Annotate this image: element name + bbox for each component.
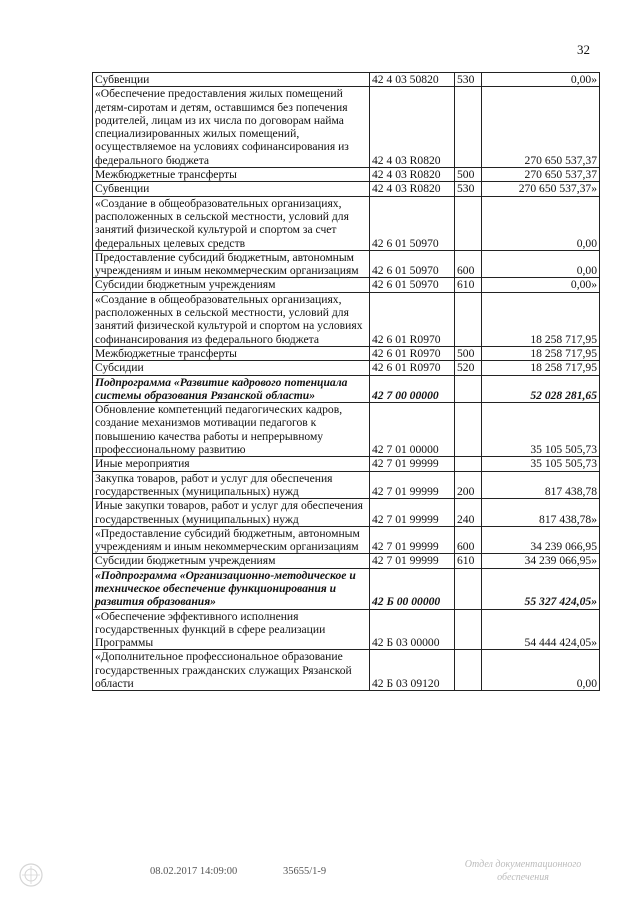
- row-sum-cell: 817 438,78»: [482, 499, 600, 527]
- table-row: [93, 471, 600, 499]
- row-code-cell: 42 Б 00 00000: [370, 568, 455, 609]
- row-sum-cell: 18 258 717,95: [482, 346, 600, 360]
- row-sum-cell: 270 650 537,37»: [482, 182, 600, 196]
- row-sum-cell: 34 239 066,95»: [482, 554, 600, 568]
- row-name-cell: «Подпрограмма «Организационно-методическое и техническое обеспечение функционирования и развития образования»: [93, 568, 370, 609]
- row-name-cell: Предоставление субсидий бюджетным, автономным учреждениям и иным некоммерческим организациям: [93, 250, 370, 278]
- row-sum-cell: 0,00: [482, 650, 600, 691]
- row-name-cell: Субсидии: [93, 361, 370, 375]
- table-row: [93, 375, 600, 403]
- row-vr-cell: 610: [455, 278, 482, 292]
- table-row: [93, 403, 600, 457]
- row-name-cell: Подпрограмма «Развитие кадрового потенциала системы образования Рязанской области»: [93, 375, 370, 403]
- table-row: [93, 650, 600, 691]
- stamp-line-2: обеспечения: [497, 872, 549, 883]
- row-name-cell: «Создание в общеобразовательных организациях, расположенных в сельской местности, условий для занятий физической культурой и спортом за счет федеральных целевых средств: [93, 196, 370, 250]
- row-vr-cell: 240: [455, 499, 482, 527]
- row-sum-cell: 54 444 424,05»: [482, 609, 600, 650]
- row-vr-cell: [455, 196, 482, 250]
- row-vr-cell: 520: [455, 361, 482, 375]
- row-vr-cell: [455, 650, 482, 691]
- row-code-cell: 42 6 01 R0970: [370, 361, 455, 375]
- row-code-cell: 42 6 01 R0970: [370, 346, 455, 360]
- row-sum-cell: 35 105 505,73: [482, 457, 600, 471]
- row-name-cell: Иные закупки товаров, работ и услуг для обеспечения государственных (муниципальных) нужд: [93, 499, 370, 527]
- table-row: [93, 361, 600, 375]
- row-code-cell: 42 4 03 50820: [370, 73, 455, 87]
- row-code-cell: 42 4 03 R0820: [370, 182, 455, 196]
- row-sum-cell: 55 327 424,05»: [482, 568, 600, 609]
- row-name-cell: «Предоставление субсидий бюджетным, автономным учреждениям и иным некоммерческим организациям: [93, 526, 370, 554]
- table-row: [93, 526, 600, 554]
- row-code-cell: 42 4 03 R0820: [370, 168, 455, 182]
- row-sum-cell: 0,00»: [482, 73, 600, 87]
- table-row: [93, 554, 600, 568]
- table-row: [93, 182, 600, 196]
- row-code-cell: 42 7 01 99999: [370, 499, 455, 527]
- row-name-cell: Субвенции: [93, 73, 370, 87]
- row-code-cell: 42 7 01 99999: [370, 526, 455, 554]
- table-row: [93, 168, 600, 182]
- row-name-cell: Обновление компетенций педагогических кадров, создание механизмов мотивации педагогов к повышению качества работы и непрерывному профессиональному развитию: [93, 403, 370, 457]
- row-name-cell: Субсидии бюджетным учреждениям: [93, 278, 370, 292]
- row-vr-cell: 500: [455, 168, 482, 182]
- row-vr-cell: [455, 375, 482, 403]
- table-row: [93, 87, 600, 168]
- stamp-line-1: Отдел документационного: [464, 859, 582, 870]
- table-row: [93, 292, 600, 346]
- row-sum-cell: 35 105 505,73: [482, 403, 600, 457]
- row-name-cell: «Дополнительное профессиональное образование государственных гражданских служащих Рязанской области: [93, 650, 370, 691]
- row-name-cell: Межбюджетные трансферты: [93, 346, 370, 360]
- row-vr-cell: 610: [455, 554, 482, 568]
- row-sum-cell: 270 650 537,37: [482, 87, 600, 168]
- table-row: [93, 346, 600, 360]
- row-name-cell: «Обеспечение эффективного исполнения государственных функций в сфере реализации Программы: [93, 609, 370, 650]
- row-name-cell: Закупка товаров, работ и услуг для обеспечения государственных (муниципальных) нужд: [93, 471, 370, 499]
- row-sum-cell: 817 438,78: [482, 471, 600, 499]
- table-row: [93, 568, 600, 609]
- seal-icon: [18, 862, 44, 888]
- row-code-cell: 42 6 01 50970: [370, 196, 455, 250]
- row-vr-cell: 530: [455, 73, 482, 87]
- row-name-cell: Межбюджетные трансферты: [93, 168, 370, 182]
- row-code-cell: 42 6 01 R0970: [370, 292, 455, 346]
- row-vr-cell: 600: [455, 250, 482, 278]
- row-name-cell: «Создание в общеобразовательных организациях, расположенных в сельской местности, условий для занятий физической культурой и спортом на условиях софинансирования из федерального бюджета: [93, 292, 370, 346]
- row-sum-cell: 0,00: [482, 196, 600, 250]
- row-vr-cell: 200: [455, 471, 482, 499]
- office-stamp: [448, 858, 598, 884]
- row-vr-cell: [455, 87, 482, 168]
- table-row: [93, 278, 600, 292]
- row-vr-cell: 500: [455, 346, 482, 360]
- row-code-cell: 42 6 01 50970: [370, 250, 455, 278]
- row-code-cell: 42 7 01 99999: [370, 554, 455, 568]
- table-row: [93, 609, 600, 650]
- row-vr-cell: [455, 609, 482, 650]
- row-code-cell: 42 7 01 99999: [370, 471, 455, 499]
- row-name-cell: Субсидии бюджетным учреждениям: [93, 554, 370, 568]
- row-sum-cell: 270 650 537,37: [482, 168, 600, 182]
- table-row: [93, 196, 600, 250]
- row-vr-cell: [455, 568, 482, 609]
- row-name-cell: Субвенции: [93, 182, 370, 196]
- budget-table: [92, 72, 600, 691]
- footer-datetime: 08.02.2017 14:09:00: [150, 866, 238, 877]
- row-code-cell: 42 7 00 00000: [370, 375, 455, 403]
- row-sum-cell: 0,00»: [482, 278, 600, 292]
- row-vr-cell: [455, 292, 482, 346]
- row-sum-cell: 0,00: [482, 250, 600, 278]
- row-sum-cell: 34 239 066,95: [482, 526, 600, 554]
- row-vr-cell: 600: [455, 526, 482, 554]
- row-sum-cell: 18 258 717,95: [482, 292, 600, 346]
- row-code-cell: 42 Б 03 09120: [370, 650, 455, 691]
- page-number: 32: [577, 42, 590, 57]
- row-code-cell: 42 6 01 50970: [370, 278, 455, 292]
- row-code-cell: 42 Б 03 00000: [370, 609, 455, 650]
- table-row: [93, 73, 600, 87]
- table-row: [93, 457, 600, 471]
- row-sum-cell: 18 258 717,95: [482, 361, 600, 375]
- row-code-cell: 42 7 01 00000: [370, 403, 455, 457]
- table-row: [93, 499, 600, 527]
- table-row: [93, 250, 600, 278]
- row-vr-cell: 530: [455, 182, 482, 196]
- row-vr-cell: [455, 457, 482, 471]
- row-sum-cell: 52 028 281,65: [482, 375, 600, 403]
- row-code-cell: 42 4 03 R0820: [370, 87, 455, 168]
- row-name-cell: Иные мероприятия: [93, 457, 370, 471]
- budget-table-body: [93, 73, 600, 691]
- row-name-cell: «Обеспечение предоставления жилых помещений детям-сиротам и детям, оставшимся без попечения родителей, лицам из их числа по договорам найма специализированных жилых помещений, осуществляемое на условиях софинансирования из федерального бюджета: [93, 87, 370, 168]
- row-code-cell: 42 7 01 99999: [370, 457, 455, 471]
- footer-doc-number: 35655/1-9: [283, 866, 327, 877]
- row-vr-cell: [455, 403, 482, 457]
